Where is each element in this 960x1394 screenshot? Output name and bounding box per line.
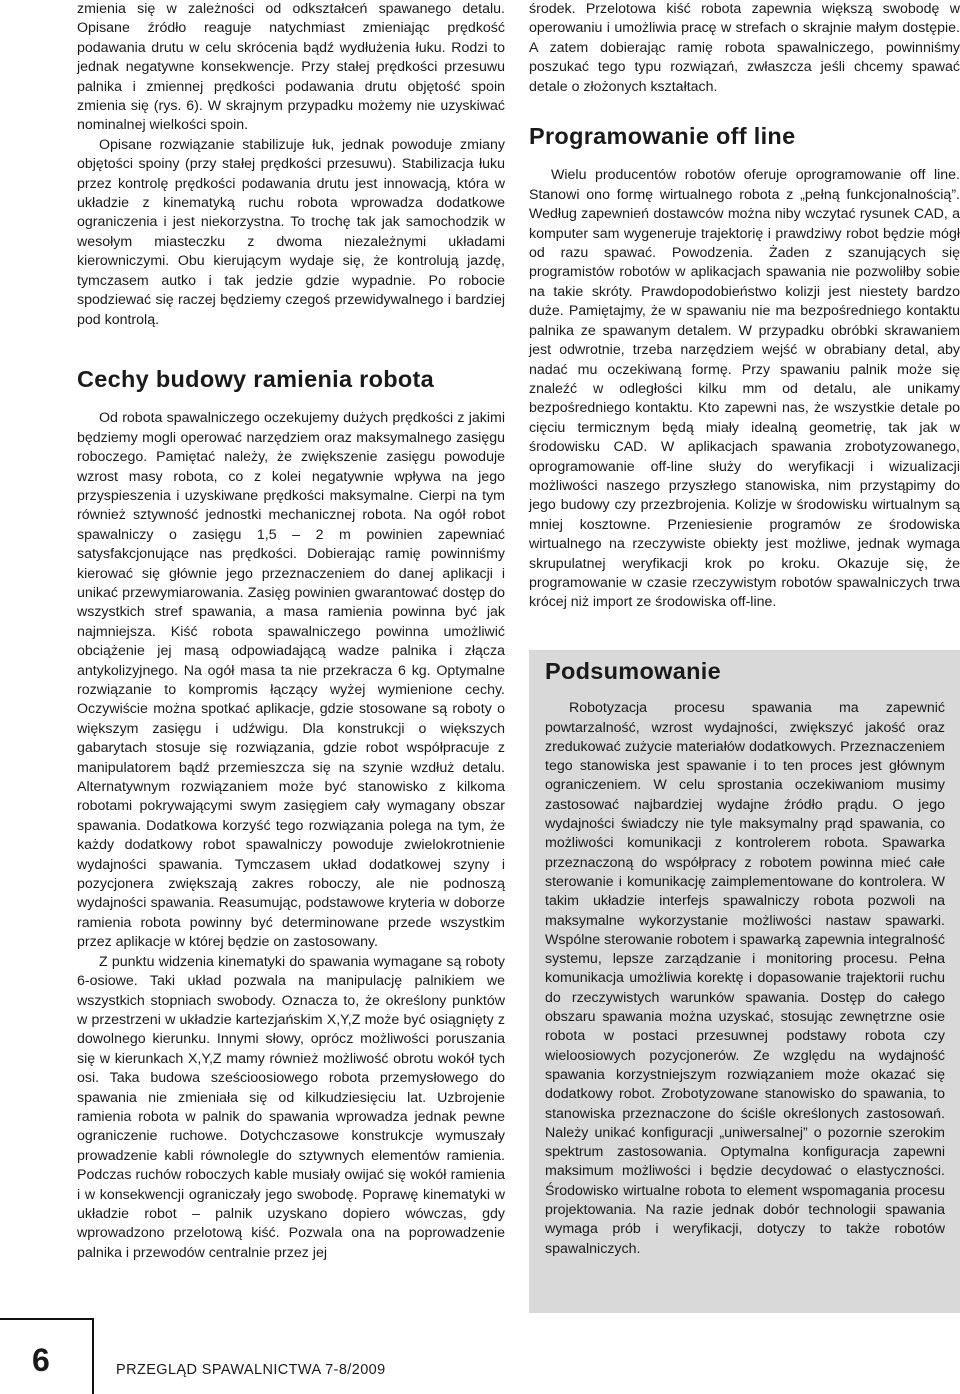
- right-para-2: Wielu producentów robotów oferuje oprogramowanie off line. Stanowi ono formę wirtualnego robota z „pełną funkcjonalnością”. Według zapewnień dostawców można niby wczytać rysunek CAD, a komputer sam wygeneruje trajektorię i prawdziwy robot będzie mógł od razu spawać. Powodzenia. Żaden z szanujących się programistów robotów w aplikacjach spawania nie pozwoliłby sobie na takie skróty. Prawdopodobieństwo kolizji jest niestety bardzo duże. Pamiętajmy, że w spawaniu nie ma bezpośredniego kontaktu palnika ze spawanym detalem. W przypadku obróbki skrawaniem jest odwrotnie, trzeba narzędziem wejść w obrabiany detal, aby nadać mu oczekiwaną formę. Przy spawaniu palnik może się znaleźć w odległości kilku mm od detalu, ale unikamy bezpośredniego kontaktu. Kto zapewni nas, że wszystkie detale po cięciu termicznym będą miały idealną geometrię, tak jak w środowisku CAD. W aplikacjach spawania zrobotyzowanego, oprogramowanie off-line służy do weryfikacji i wizualizacji możliwości naszego przyszłego stanowiska, nim przystąpimy do jego budowy czy przezbrojenia. Kolizje w środowisku wirtualnym są mniej kosztowne. Przeniesienie programów ze środowiska wirtualnego na rzeczywiste obiekty jest możliwe, jednak wymaga skrupulatnej weryfikacji krok po kroku. Okazuje się, że programowanie w czasie rzeczywistym robotów spawalniczych trwa krócej niż import ze środowiska off-line.: [529, 167, 960, 611]
- section-heading-summary: Podsumowanie: [545, 658, 721, 684]
- summary-content: [545, 658, 945, 1259]
- page-number: 6: [32, 1342, 50, 1378]
- left-para-3: Od robota spawalniczego oczekujemy dużych prędkości z jakimi będziemy mogli operować narzędziem oraz maksymalnego zasięgu roboczego. Pamiętać należy, że zwiększenie zasięgu powoduje wzrost masy robota, co z kolei negatywnie wpływa na jego przyspieszenia i uzyskiwane prędkości maksymalne. Cierpi na tym również sztywność jednostki mechanicznej robota. Na ogół robot spawalniczy o zasięgu 1,5 – 2 m powinien zapewniać satysfakcjonujące nas prędkości. Dobierając ramię powinniśmy kierować się głównie jego przeznaczeniem do danej aplikacji i unikać przewymiarowania. Zasięg powinien gwarantować dostęp do wszystkich stref spawania, a masa ramienia powinna być jak najmniejsza. Kiść robota spawalniczego powinna umożliwić obciążenie jej masą odpowiadającą wadze palnika i złącza antykolizyjnego. Na ogół masa ta nie przekracza 6 kg. Optymalne rozwiązanie to kompromis łączący wyżej wymienione cechy. Oczywiście można spotkać aplikacje, gdzie stosowane są roboty o większym zasięgu i udźwigu. Dla konstrukcji o większych gabarytach stosuje się rozwiązania, gdzie robot współpracuje z manipulatorem bądź przemieszcza się na szynie wzdłuż detalu. Alternatywnym rozwiązaniem może być stanowisko z kilkoma robotami pokrywającymi swym zasięgiem cały wymagany obszar spawania. Dodatkowa korzyść tego rozwiązania polega na tym, że każdy dodatkowy robot spawalniczy powoduje zwielokrotnienie wydajności spawania. Tymczasem układ dodatkowej szyny i pozycjonera zwiększają zakres roboczy, ale nie podnoszą wydajności spawania. Reasumując, podstawowe kryteria w doborze ramienia robota powinny być determinowane przede wszystkim przez aplikacje w której będzie on zastosowany.: [77, 410, 505, 951]
- left-para-2: Opisane rozwiązanie stabilizuje łuk, jednak powoduje zmiany objętości spoiny (przy stałej prędkości przesuwu). Stabilizacja łuku przez kontrolę prędkości podawania drutu jest innowacją, która w układzie z kinematyką ruchu robota wprowadza dodatkowe ograniczenia i jest niekorzystna. To trochę tak jak samochodzik w wesołym miasteczku z dwoma niezależnymi układami kierowniczymi. Obu kierującym wydaje się, że kontrolują jazdę, tymczasem autko i tak jedzie gdzie wypadnie. Po robocie spodziewać się raczej będziemy czegoś przewidywalnego i bardziej pod kontrolą.: [77, 136, 505, 328]
- left-column: [77, 0, 505, 1263]
- section-heading-offline-programming: Programowanie off line: [529, 123, 796, 150]
- left-para-4: Z punktu widzenia kinematyki do spawania wymagane są roboty 6-osiowe. Taki układ pozwala na manipulację palnikiem we wszystkich stopniach swobody. Oznacza to, że określony punktów w przestrzeni w układzie kartezjańskim X,Y,Z może być osiągnięty z dowolnego kierunku. Innymi słowy, oprócz możliwości poruszania się w kierunkach X,Y,Z mamy również możliwość obrotu wokół tych osi. Taka budowa sześcioosiowego robota przemysłowego do spawania nie zmieniała się od kilkudziesięciu lat. Uzbrojenie ramienia robota w palnik do spawania wprowadza jednak pewne ograniczenie ruchowe. Dotychczasowe konstrukcje wymuszały prowadzenie kabli równolegle do sztywnych elementów ramienia. Podczas ruchów roboczych kable musiały owijać się wokół ramienia i w konsekwencji ograniczały jego swobodę. Poprawę kinematyki w układzie robot – palnik uzyskano dopiero wówczas, gdy wprowadzono przelotową kiść. Pozwala ona na poprowadzenie palnika i przewodów centralnie przez jej: [77, 953, 505, 1261]
- right-para-1: środek. Przelotowa kiść robota zapewnia większą swobodę w operowaniu i umożliwia pracę w strefach o skrajnie małym dostępie. A zatem dobierając ramię robota spawalniczego, powinniśmy poszukać tego typu rozwiązań, zwłaszcza jeśli chcemy spawać detale o złożonych kształtach.: [529, 1, 960, 95]
- page-footer: [0, 1318, 520, 1394]
- page-number-box: [0, 1318, 94, 1394]
- summary-box: [529, 650, 960, 1313]
- left-para-1: zmienia się w zależności od odkształceń spawanego detalu. Opisane źródło reaguje natychmiast zmieniając prędkość podawania drutu w celu skrócenia bądź wydłużenia łuku. Rodzi to jednak negatywne konsekwencje. Przy stałej prędkości przesuwu palnika i zmiennej prędkości podawania drutu objętość spoin zmienia się (rys. 6). W skrajnym przypadku możemy nie uzyskiwać nominalnej wielkości spoin.: [77, 1, 505, 134]
- section-heading-arm-construction: Cechy budowy ramienia robota: [77, 365, 435, 392]
- right-column: [529, 0, 960, 613]
- summary-text: Robotyzacja procesu spawania ma zapewnić powtarzalność, wzrost wydajności, zwiększyć jakość oraz zredukować zużycie materiałów dodatkowych. Przeznaczeniem tego stanowiska jest spawanie i to ten proces jest głównym ograniczeniem. W celu sprostania oczekiwaniom musimy zastosować najbardziej wydajne źródło prądu. O jego wydajności świadczy nie tyle maksymalny prąd spawania, co możliwości komunikacji z kontrolerem robota. Spawarka przeznaczoną do współpracy z robotem powinna mieć całe sterowanie i komunikację zaimplementowane do kontrolera. W takim układzie interfejs spawalniczy robota pozwoli na maksymalne wykorzystanie możliwości nastaw spawarki. Wspólne sterowanie robotem i spawarką zapewnia integralność systemu, lepsze zarządzanie i monitoring procesu. Pełna komunikacja umożliwia korektę i dopasowanie trajektorii ruchu do rzeczywistych warunków spawania. Dostęp do całego obszaru spawania można uzyskać, stosując zewnętrzne osie robota w postaci przesuwnej podstawy robota czy wieloosiowych pozycjonerów. Ze względu na wydajność spawania korzystniejszym rozwiązaniem może okazać się dodatkowy robot. Zrobotyzowane stanowisko do spawania, to stanowiska przeznaczone do ściśle określonych zastosowań. Należy unikać konfiguracji „uniwersalnej” o pozornie szerokim spektrum zastosowania. Optymalna konfiguracja zapewni maksimum możliwości i będzie decydować o elastyczności. Środowisko wirtualne robota to element wspomagania procesu projektowania. Na razie jednak dobór technologii spawania wymaga prób i weryfikacji, dotyczy to także robotów spawalniczych.: [545, 700, 945, 1257]
- journal-title: PRZEGLĄD SPAWALNICTWA 7-8/2009: [116, 1362, 386, 1378]
